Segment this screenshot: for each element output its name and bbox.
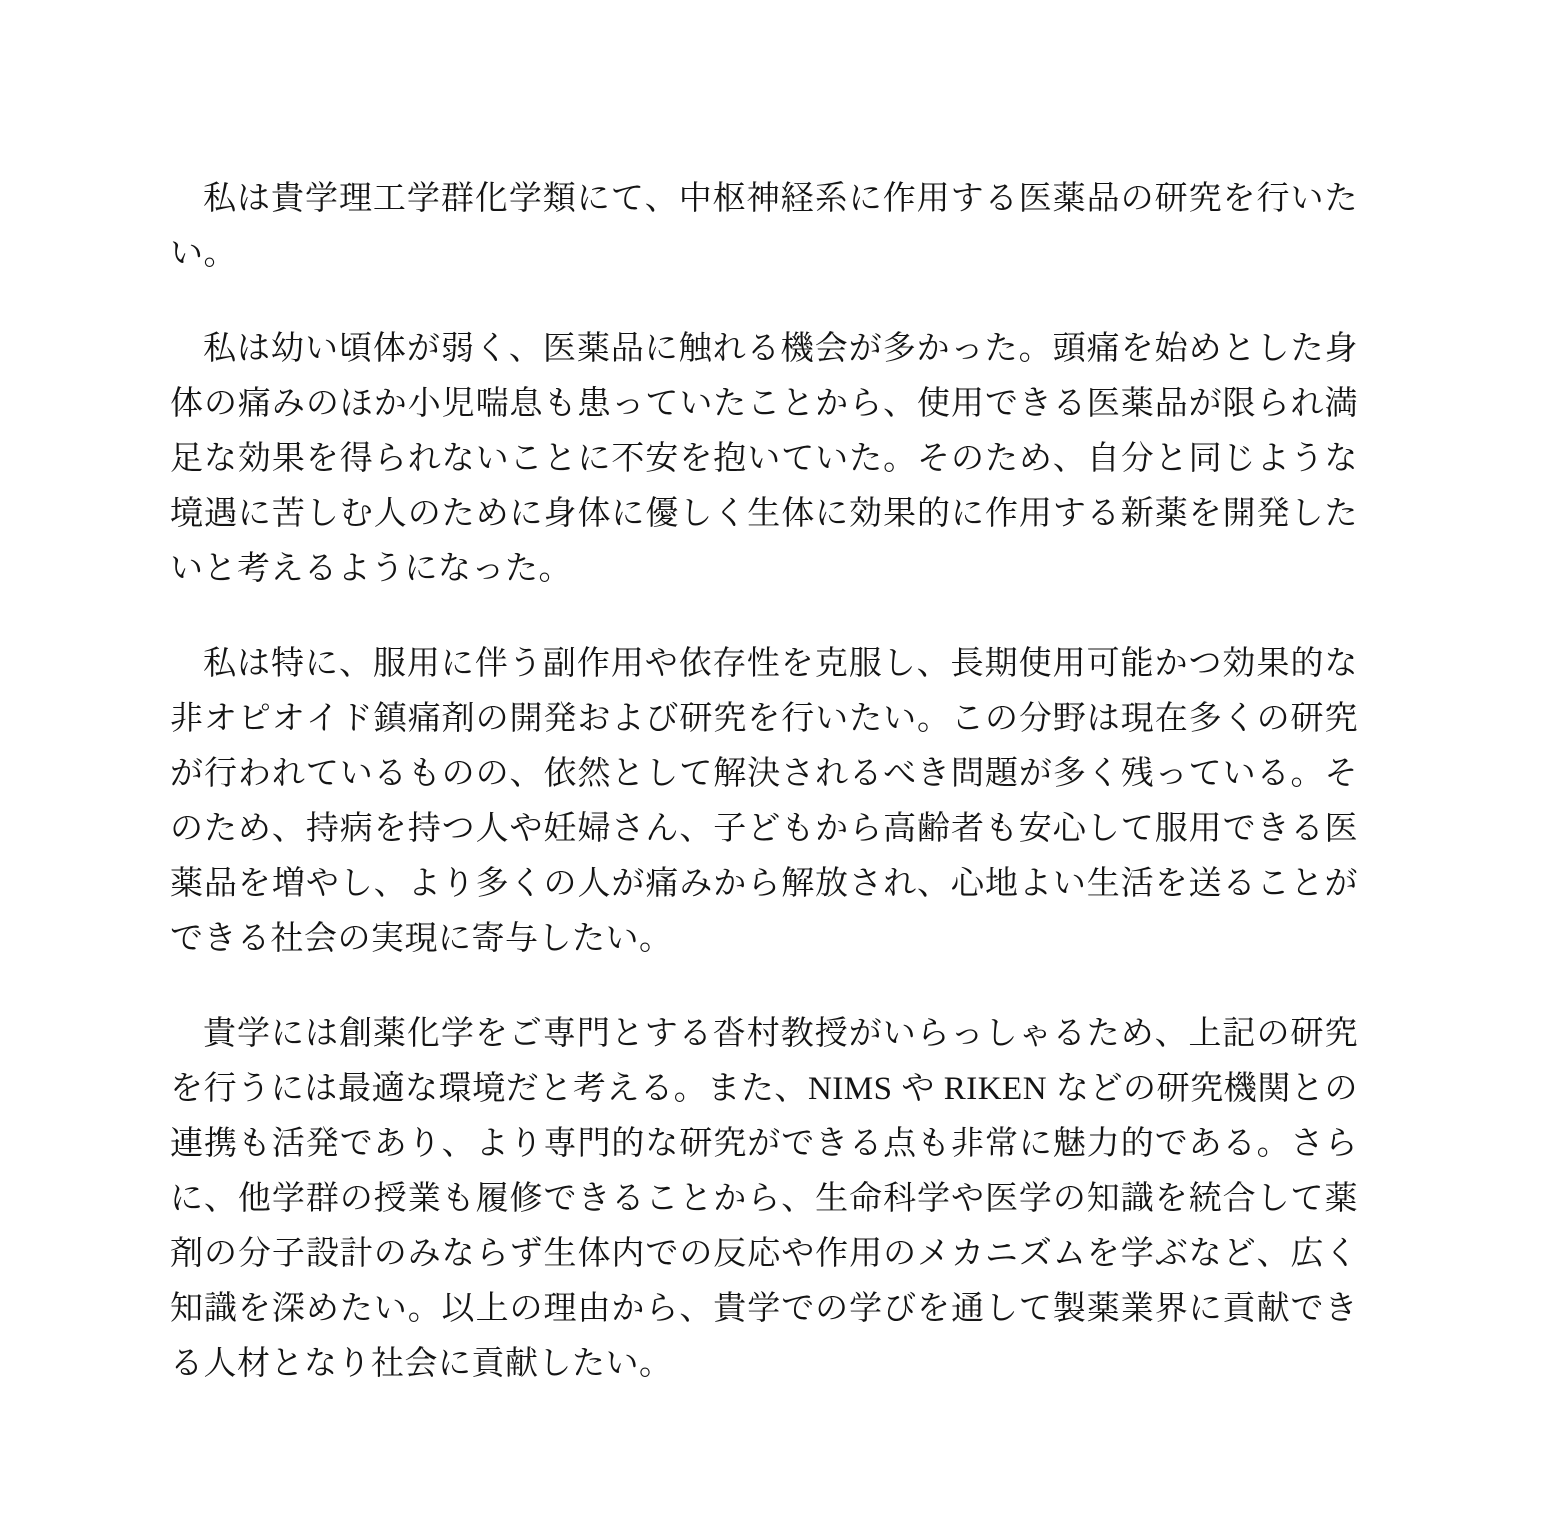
paragraph-motivation: 私は幼い頃体が弱く、医薬品に触れる機会が多かった。頭痛を始めとした身体の痛みのほか小児喘息も患っていたことから、使用できる医薬品が限られ満足な効果を得られないことに不安を抱いていた。そのため、自分と同じような境遇に苦しむ人のために身体に優しく生体に効果的に作用する新薬を開発したいと考えるようになった。 <box>170 331 1359 587</box>
paragraph-reason-for-university: 貴学には創薬化学をご専門とする沓村教授がいらっしゃるため、上記の研究を行うには最適な環境だと考える。また、NIMS や RIKEN などの研究機関との連携も活発であり、より専門的な研究ができる点も非常に魅力的である。さらに、他学群の授業も履修できることから、生命科学や医学の知識を統合して薬剤の分子設計のみならず生体内での反応や作用のメカニズムを学ぶなど、広く知識を深めたい。以上の理由から、貴学での学びを通して製薬業界に貢献できる人材となり社会に貢献したい。 <box>170 1016 1358 1382</box>
paragraph-intro: 私は貴学理工学群化学類にて、中枢神経系に作用する医薬品の研究を行いたい。 <box>170 181 1359 272</box>
paragraph-research-goal: 私は特に、服用に伴う副作用や依存性を克服し、長期使用可能かつ効果的な非オピオイド鎮痛剤の開発および研究を行いたい。この分野は現在多くの研究が行われているものの、依然として解決されるべき問題が多く残っている。そのため、持病を持つ人や妊婦さん、子どもから高齢者も安心して服用できる医薬品を増やし、より多くの人が痛みから解放され、心地よい生活を送ることができる社会の実現に寄与したい。 <box>170 646 1359 957</box>
